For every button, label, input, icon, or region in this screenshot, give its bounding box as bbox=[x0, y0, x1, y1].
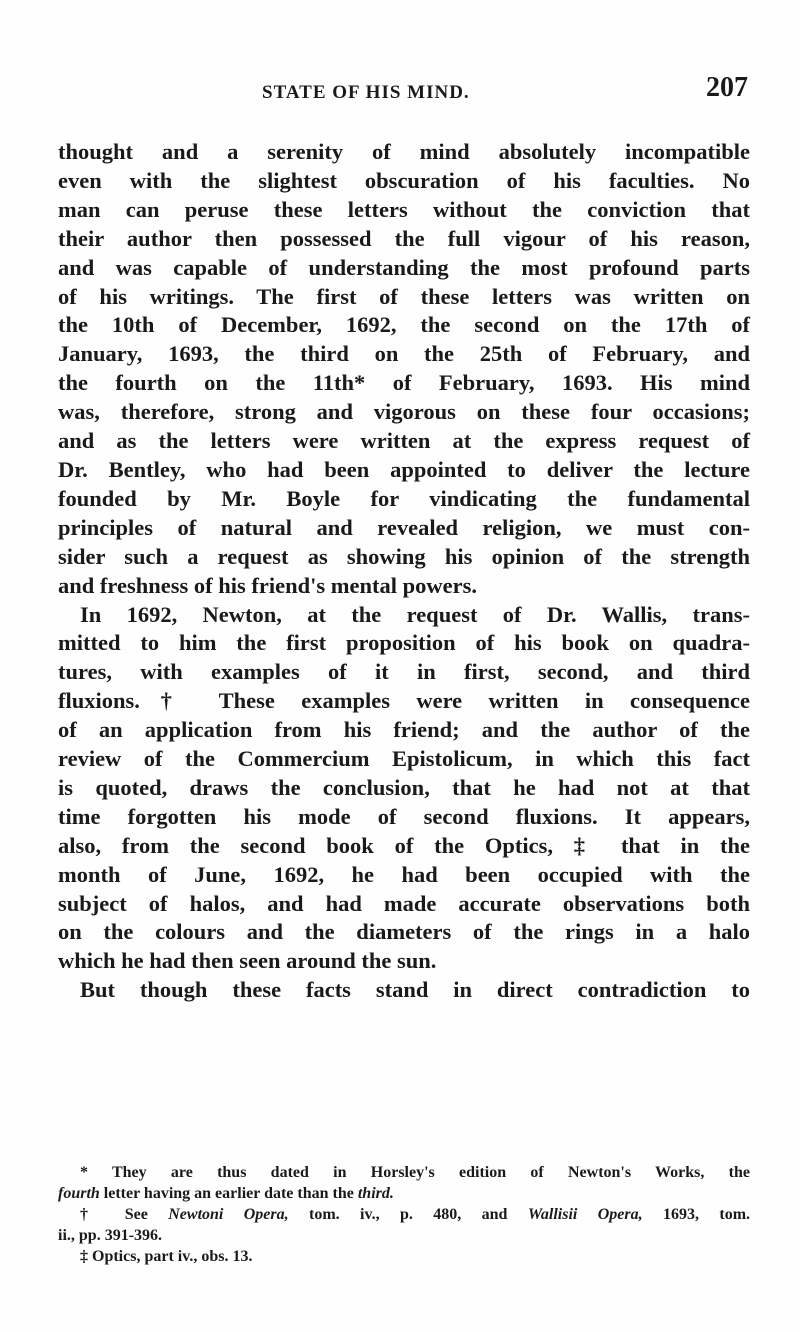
text-line: fluxions.† These examples were written in consequence bbox=[58, 688, 750, 714]
text-line: the 10th of December, 1692, the second on the 17th of bbox=[58, 312, 750, 338]
footnote-text: † See bbox=[80, 1206, 169, 1223]
text-line: of an application from his friend; and the author of the bbox=[58, 717, 750, 743]
text-line: and was capable of understanding the most profound parts bbox=[58, 254, 750, 280]
footnote-line bbox=[58, 1183, 750, 1204]
text-line: sider such a request as showing his opinion of the strength bbox=[58, 543, 750, 569]
footnotes bbox=[58, 1162, 750, 1267]
text-line: and as the letters were written at the express request of bbox=[58, 428, 750, 454]
footnote-line: ii., pp. 391-396. bbox=[58, 1227, 163, 1244]
text-line: time forgotten his mode of second fluxions. It appears, bbox=[58, 803, 750, 829]
text-line: also, from the second book of the Optics, ‡ that in the bbox=[58, 832, 750, 858]
footnote-italic: fourth bbox=[58, 1185, 100, 1202]
text-line: principles of natural and revealed religion, we must con- bbox=[58, 514, 750, 540]
text-line: was, therefore, strong and vigorous on these four occasions; bbox=[58, 399, 750, 425]
text-line: thought and a serenity of mind absolutely incompatible bbox=[58, 139, 750, 164]
text-line: on the colours and the diameters of the rings in a halo bbox=[58, 919, 750, 945]
text-line: Dr. Bentley, who had been appointed to deliver the lecture bbox=[58, 456, 750, 482]
text-line: founded by Mr. Boyle for vindicating the fundamental bbox=[58, 485, 750, 511]
text-line: In 1692, Newton, at the request of Dr. Wallis, trans- bbox=[80, 601, 750, 627]
footnote-italic: Wallisii Opera, bbox=[527, 1206, 643, 1223]
footnote-italic: Newtoni Opera, bbox=[168, 1206, 289, 1223]
page-number: 207 bbox=[706, 72, 748, 103]
footnote-line: * They are thus dated in Horsley's edition of Newton's Works, the bbox=[80, 1164, 750, 1181]
footnote-text: 1693, tom. bbox=[642, 1206, 751, 1223]
footnote-text: letter having an earlier date than the bbox=[99, 1185, 358, 1202]
footnote-italic: third. bbox=[357, 1185, 394, 1202]
text-line: even with the slightest obscuration of his faculties. No bbox=[58, 167, 750, 193]
text-line: month of June, 1692, he had been occupied with the bbox=[58, 861, 750, 887]
text-line: January, 1693, the third on the 25th of February, and bbox=[58, 341, 750, 367]
footnote-line: ‡ Optics, part iv., obs. 13. bbox=[80, 1248, 253, 1265]
footnote-text: tom. iv., p. 480, and bbox=[288, 1206, 528, 1223]
text-line: their author then possessed the full vigour of his reason, bbox=[58, 225, 750, 251]
text-line: mitted to him the first proposition of his book on quadra- bbox=[58, 630, 750, 656]
text-line: which he had then seen around the sun. bbox=[58, 948, 437, 974]
text-line: review of the Commercium Epistolicum, in which this fact bbox=[58, 746, 750, 772]
text-line: subject of halos, and had made accurate observations both bbox=[58, 890, 750, 916]
text-line: and freshness of his friend's mental powers. bbox=[58, 572, 477, 598]
footnote-line bbox=[58, 1204, 750, 1225]
text-line: the fourth on the 11th* of February, 1693. His mind bbox=[58, 370, 750, 396]
text-line: tures, with examples of it in first, second, and third bbox=[58, 659, 750, 685]
body-text bbox=[58, 138, 750, 1005]
text-line: of his writings. The first of these letters was written on bbox=[58, 283, 750, 309]
text-line: is quoted, draws the conclusion, that he had not at that bbox=[58, 774, 750, 800]
text-line: But though these facts stand in direct contradiction to bbox=[80, 977, 750, 1003]
running-head: STATE OF HIS MIND. bbox=[262, 82, 470, 103]
text-line: man can peruse these letters without the conviction that bbox=[58, 196, 750, 222]
